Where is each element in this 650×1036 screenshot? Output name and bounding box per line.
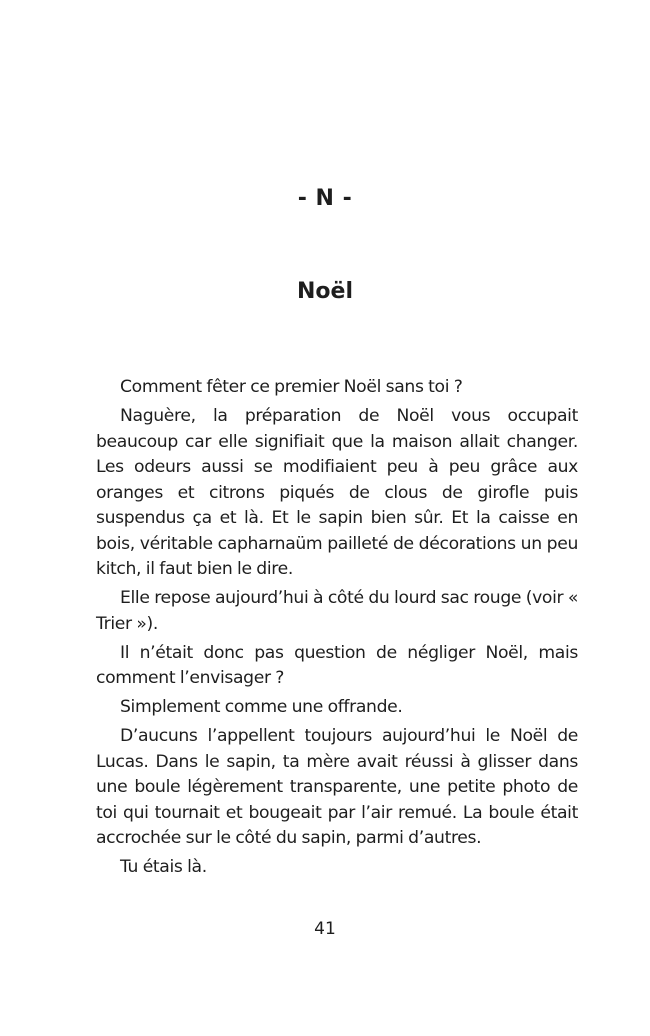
- paragraph: D’aucuns l’appellent toujours aujourd’hui le Noël de Lucas. Dans le sapin, ta mère avait réussi à glisser dans une boule légèrement transparente, une petite photo de toi qui tournait et bougeait par l’air remué. La boule était accrochée sur le côté du sapin, parmi d’autres.: [96, 726, 578, 848]
- chapter-title: Noël: [297, 279, 353, 304]
- paragraph: Elle repose aujourd’hui à côté du lourd sac rouge (voir « Trier »).: [96, 588, 578, 634]
- paragraph: Simplement comme une offrande.: [120, 697, 403, 717]
- letter-heading: - N -: [297, 186, 353, 211]
- paragraph: Comment fêter ce premier Noël sans toi ?: [120, 377, 463, 397]
- body-text: [96, 375, 578, 884]
- paragraph: Il n’était donc pas question de négliger Noël, mais comment l’envisager ?: [96, 642, 578, 688]
- page-number: 41: [314, 919, 336, 939]
- paragraph: Tu étais là.: [120, 857, 207, 877]
- paragraph: Naguère, la préparation de Noël vous occupait beaucoup car elle signifiait que la maison allait changer. Les odeurs aussi se modifiaient peu à peu grâce aux oranges et citrons piqués de clous de girofle puis suspendus ça et là. Et le sapin bien sûr. Et la caisse en bois, véritable capharnaüm pailleté de décorations un peu kitch, il faut bien le dire.: [96, 406, 578, 579]
